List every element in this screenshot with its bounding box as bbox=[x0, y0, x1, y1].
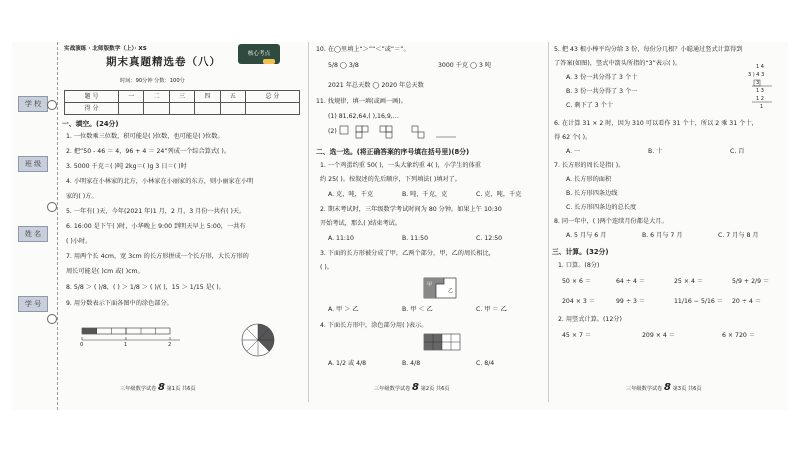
footer-number: 8 bbox=[411, 382, 419, 393]
page-1 bbox=[60, 42, 304, 410]
vertical-calc-item: 209 × 4 ＝ bbox=[642, 332, 676, 339]
oral-calc-item: 5/9 + 2/9 ＝ bbox=[732, 278, 770, 285]
score-cell[interactable] bbox=[169, 103, 194, 115]
question-9: 9. 用分数表示下面各图中的涂色部分。 bbox=[66, 300, 173, 307]
choice-2-option-c: C. 12:50 bbox=[476, 235, 503, 242]
choice-5: 5. 把 43 根小棒平均分给 3 份，每份分几根？小聪通过竖式计算得到 bbox=[554, 46, 743, 53]
oral-calc-item: 99 ÷ 3 ＝ bbox=[616, 298, 646, 305]
question-4-cont: 家的( )方。 bbox=[66, 193, 98, 200]
vertical-calc-item: 45 × 7 ＝ bbox=[562, 332, 592, 339]
division-step-1: 3 bbox=[756, 80, 760, 86]
choice-5-option-a: A. 3 份一共分得了 3 个十 bbox=[566, 74, 638, 81]
student-id-label: 学 号 bbox=[18, 296, 48, 312]
time-score-info: 时间：90分钟 分数：100分 bbox=[120, 78, 185, 84]
choice-4-option-c: C. 8/4 bbox=[476, 360, 495, 367]
footer-label: 三年级数学试卷 bbox=[626, 386, 663, 392]
score-header-cell: 二 bbox=[144, 91, 169, 103]
choice-2-option-a: A. 11:10 bbox=[328, 235, 354, 242]
choice-1-option-b: B. 吨，千克，克 bbox=[402, 191, 448, 198]
part-yi-label: 乙 bbox=[448, 288, 454, 294]
score-cell[interactable] bbox=[195, 103, 220, 115]
choice-4-option-a: A. 1/2 或 4/8 bbox=[328, 360, 367, 367]
part-jia-label: 甲 bbox=[427, 282, 433, 288]
question-7: 7. 用两个长 4cm，宽 3cm 的长方形拼成一个长方形，大长方形的 bbox=[66, 253, 249, 260]
question-3: 3. 5000 千克＝( )吨 2kg＝( )g 3 日＝( )时 bbox=[66, 163, 187, 170]
question-11: 11. 找规律，填一填(或画一画)。 bbox=[316, 98, 407, 105]
binding-hole bbox=[47, 202, 57, 212]
division-quotient: 1 4 bbox=[756, 64, 764, 70]
oral-calc-heading: 1. 口算。(8分) bbox=[558, 262, 600, 269]
score-header-cell: 四 bbox=[195, 91, 220, 103]
numline-label-0: 0 bbox=[80, 342, 84, 348]
compare-a: 5/8 ◯ 3/8 bbox=[328, 62, 359, 69]
choice-4: 4. 下面长方形中，涂色部分用( )表示。 bbox=[320, 322, 428, 329]
footer-page-2 bbox=[374, 382, 450, 395]
class-label: 班 级 bbox=[18, 156, 48, 172]
division-dividend: 3 ) 4 3 bbox=[748, 72, 765, 78]
score-header-cell: 题 号 bbox=[65, 91, 119, 103]
score-cell[interactable] bbox=[119, 103, 144, 115]
pattern-1: (1) 81,62,64,( ),16,9,… bbox=[328, 113, 399, 120]
choice-3-option-c: C. 甲 ＝ 乙 bbox=[476, 306, 507, 313]
oral-calc-item: 11/16 − 5/16 ＝ bbox=[674, 298, 723, 305]
core-topic-badge: 核心考点 bbox=[238, 44, 280, 64]
exam-sheet bbox=[12, 42, 788, 410]
pattern-shapes bbox=[340, 124, 460, 140]
choice-8-option-c: C. 7 月与 8 月 bbox=[718, 232, 759, 239]
division-remainder: 1 bbox=[760, 104, 764, 110]
score-cell[interactable] bbox=[245, 103, 299, 115]
footer-page-3 bbox=[626, 382, 702, 395]
choice-1-option-a: A. 克，吨，千克 bbox=[328, 191, 374, 198]
choice-1: 1. 一个鸡蛋约重 50( )，一头大象约重 4( )，小学生的体重 bbox=[320, 162, 481, 169]
choice-7: 7. 长方形的周长是指( )。 bbox=[554, 162, 625, 169]
choice-3: 3. 下面的长方形被分成了甲，乙两个部分，甲，乙的周长相比， bbox=[320, 250, 495, 257]
question-8: 8. 5/8 ＞ ( )/8，( ) ＞ 1/8 ＞ ( )/( )，15 ＞ 1/15 是( )。 bbox=[66, 284, 225, 291]
circle-fraction-figure bbox=[238, 322, 278, 362]
choice-3-option-a: A. 甲 ＞ 乙 bbox=[328, 306, 359, 313]
vertical-calc-item: 6 × 720 ＝ bbox=[722, 332, 756, 339]
division-step-2: 1 3 bbox=[756, 88, 764, 94]
footer-page-1 bbox=[120, 382, 196, 395]
choice-6: 6. 在计算 31 × 2 时，因为 310 可以看作 31 个十，所以 2 乘 31 个十， bbox=[554, 120, 758, 127]
vertical-calc-heading: 2. 用竖式计算。(12分) bbox=[558, 316, 622, 323]
choice-2-cont: 开始考试，那么( )结束考试。 bbox=[320, 220, 402, 227]
choice-8: 8. 同一年中，( )两个连续月份都是大月。 bbox=[554, 218, 668, 225]
section-3-heading: 三、计算。(32分) bbox=[552, 248, 609, 256]
binding-hole bbox=[47, 100, 57, 110]
series-header: 实战演练 · 北师版数学（上）· XS bbox=[64, 46, 147, 52]
choice-4-option-b: B. 4/8 bbox=[402, 360, 421, 367]
oral-calc-item: 20 ÷ 4 ＝ bbox=[732, 298, 762, 305]
score-cell[interactable] bbox=[220, 103, 245, 115]
grid-rectangle-figure bbox=[424, 334, 464, 354]
oral-calc-item: 25 × 4 ＝ bbox=[674, 278, 704, 285]
numline-label-1: 1 bbox=[124, 342, 128, 348]
choice-7-option-a: A. 长方形的面积 bbox=[566, 176, 612, 183]
score-header-cell: 五 bbox=[220, 91, 245, 103]
question-1: 1. 一位数乘三位数，积可能是( )位数，也可能是( )位数。 bbox=[66, 133, 224, 140]
choice-8-option-a: A. 5 月与 6 月 bbox=[566, 232, 607, 239]
score-header-cell: 一 bbox=[119, 91, 144, 103]
page-2 bbox=[314, 42, 546, 410]
choice-6-option-b: B. 十 bbox=[648, 148, 663, 155]
choice-6-option-a: A. 一 bbox=[566, 148, 581, 155]
score-header-cell: 三 bbox=[169, 91, 194, 103]
badge-ribbon bbox=[263, 59, 275, 64]
section-2-heading: 二、选一选。(将正确答案的序号填在括号里)(8分) bbox=[316, 148, 470, 156]
choice-1-cont: 约 25( )。按叙述的先后顺序，下列填法( )填对了。 bbox=[320, 176, 461, 183]
page-divider bbox=[308, 42, 309, 402]
number-line-figure bbox=[80, 322, 190, 362]
oral-calc-item: 64 ÷ 4 ＝ bbox=[616, 278, 646, 285]
choice-8-option-b: B. 6 月与 7 月 bbox=[642, 232, 683, 239]
numline-label-2: 2 bbox=[168, 342, 172, 348]
footer-page-count: 第2页 共6页 bbox=[420, 386, 450, 392]
choice-2-option-b: B. 11:50 bbox=[402, 235, 429, 242]
choice-5-option-b: B. 3 份一共分得了 3 个一 bbox=[566, 88, 638, 95]
footer-number: 8 bbox=[157, 382, 165, 393]
division-lines bbox=[750, 78, 776, 108]
score-header-cell: 总 分 bbox=[245, 91, 299, 103]
footer-label: 三年级数学试卷 bbox=[374, 386, 411, 392]
compare-b: 3000 千克 ◯ 3 吨 bbox=[438, 62, 492, 69]
oral-calc-item: 50 × 6 ＝ bbox=[562, 278, 592, 285]
name-label: 姓 名 bbox=[18, 226, 48, 242]
question-10: 10. 在◯里填上“＞”“＜”或“＝”。 bbox=[316, 46, 410, 53]
footer-page-count: 第3页 共6页 bbox=[672, 386, 702, 392]
page-divider bbox=[548, 42, 549, 402]
binding-hole bbox=[47, 314, 57, 324]
page-title: 期末真题精选卷（八） bbox=[106, 56, 221, 68]
footer-page-count: 第1页 共6页 bbox=[166, 386, 196, 392]
division-step-3: 1 2 bbox=[756, 96, 764, 102]
question-6-cont: ( )小时。 bbox=[66, 238, 92, 245]
choice-1-option-c: C. 克，吨，千克 bbox=[476, 191, 522, 198]
choice-5-option-c: C. 剩下了 3 个十 bbox=[566, 102, 614, 109]
score-row-label: 得 分 bbox=[65, 103, 119, 115]
question-7-cont: 周长可能是( )cm 或( )cm。 bbox=[66, 268, 144, 275]
score-cell[interactable] bbox=[144, 103, 169, 115]
choice-3-cont: ( )。 bbox=[320, 264, 333, 271]
school-label: 学 校 bbox=[18, 96, 48, 112]
page-3 bbox=[552, 42, 788, 410]
question-4: 4. 小明家在小林家的北方，小林家在小丽家的东方，则小丽家在小明 bbox=[66, 178, 254, 185]
choice-6-option-c: C. 百 bbox=[730, 148, 745, 155]
choice-2: 2. 期末考试时，三年级数学考试时间为 80 分钟。如果上午 10:30 bbox=[320, 206, 502, 213]
binding-strip bbox=[12, 42, 58, 410]
choice-7-option-b: B. 长方形四条边线 bbox=[566, 190, 618, 197]
pattern-2: (2) bbox=[328, 128, 337, 135]
footer-label: 三年级数学试卷 bbox=[120, 386, 157, 392]
footer-number: 8 bbox=[663, 382, 671, 393]
choice-7-option-c: C. 长方形四条边的总长度 bbox=[566, 204, 637, 211]
question-5: 5. 一年有( )天，今年(2021 年)1 月，2 月，3 月份一共有( )天。 bbox=[66, 208, 246, 215]
oral-calc-item: 204 × 3 ＝ bbox=[562, 298, 596, 305]
choice-3-option-b: B. 甲 ＜ 乙 bbox=[402, 306, 433, 313]
question-6: 6. 16:00 是下午( )时，小华晚上 9:00 到明天早上 5:00，一共有 bbox=[66, 223, 246, 230]
compare-c: 2021 年总天数 ◯ 2020 年总天数 bbox=[328, 82, 424, 89]
choice-6-cont: 得 62 个( )。 bbox=[554, 134, 592, 141]
question-2: 2. 把“50 - 46 ＝ 4，96 + 4 ＝ 24”列成一个综合算式( )。 bbox=[66, 148, 231, 155]
section-1-heading: 一、填空。(24分) bbox=[62, 120, 119, 128]
choice-5-cont: 了答案(如图)，竖式中箭头所指的“3”表示( )。 bbox=[554, 60, 682, 67]
score-table bbox=[64, 90, 300, 115]
